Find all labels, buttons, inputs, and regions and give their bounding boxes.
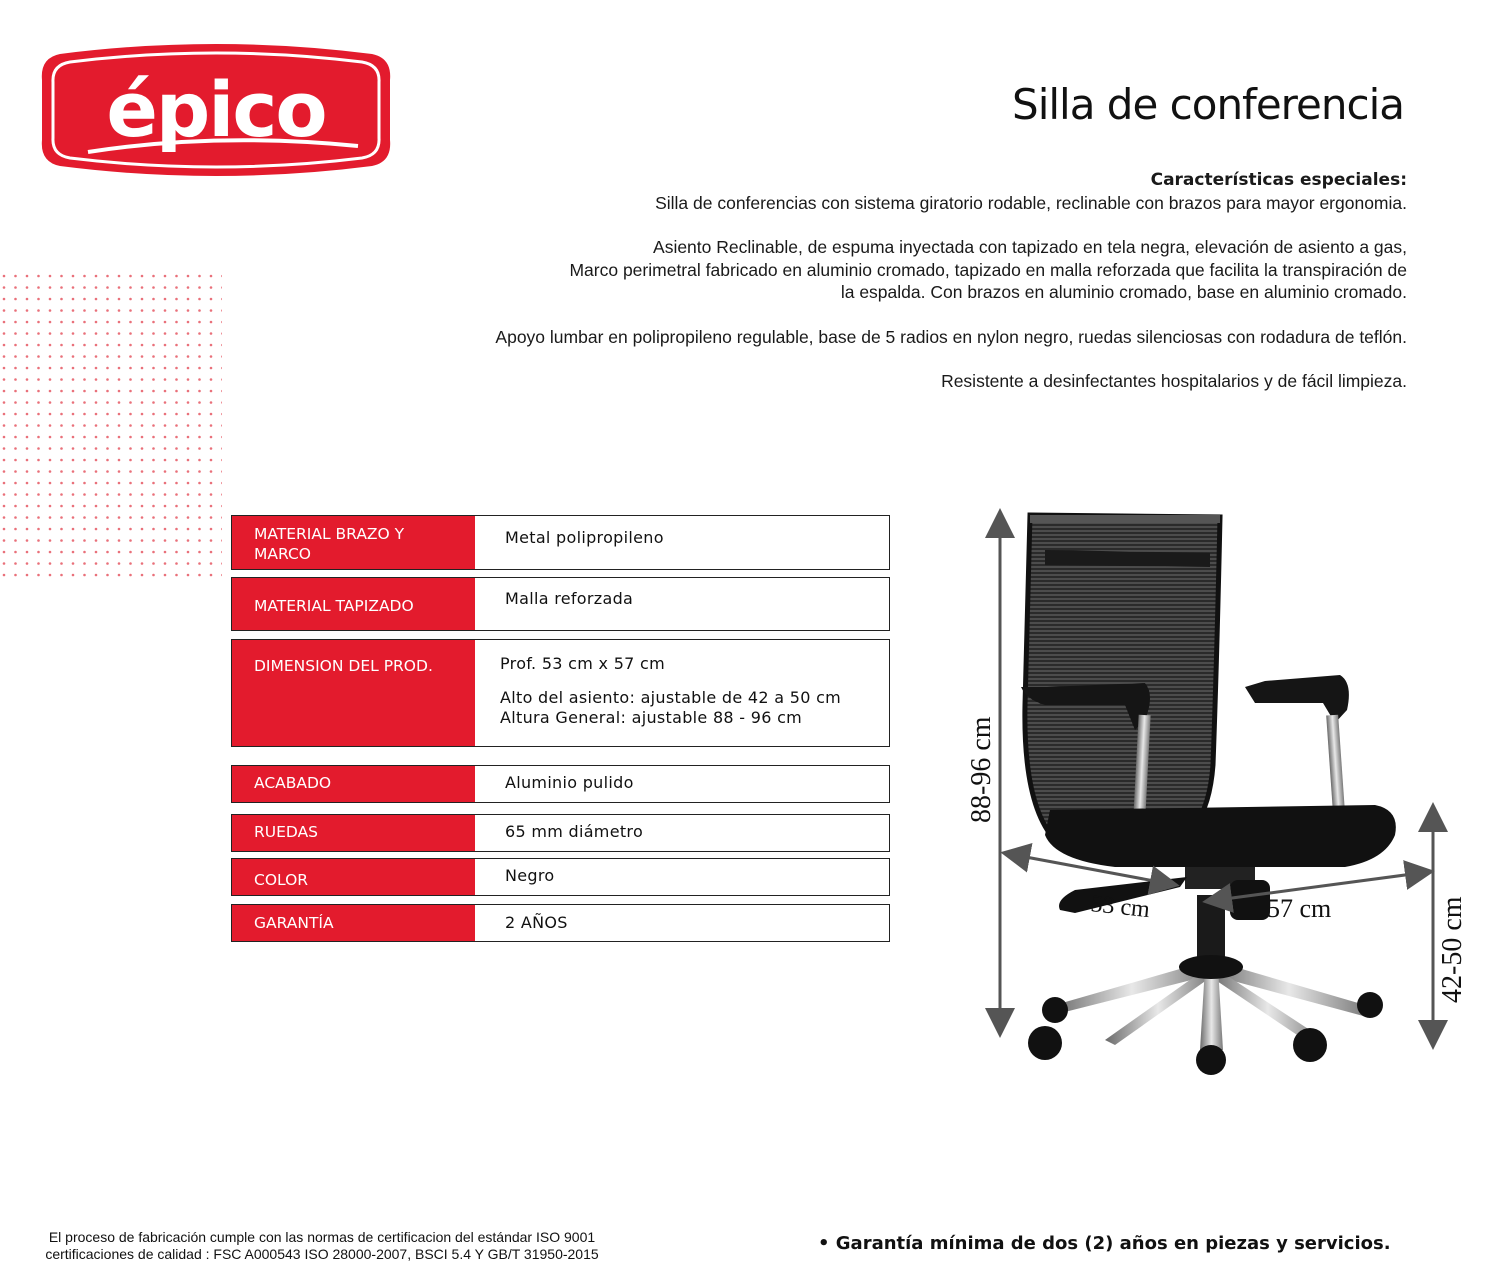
width-label: 57 cm <box>1267 894 1332 923</box>
spec-value-overall-height: Altura General: ajustable 88 - 96 cm <box>500 708 803 727</box>
chair-figure <box>955 505 1475 1090</box>
height-label: 88-96 cm <box>966 716 997 823</box>
certification-line1: El proceso de fabricación cumple con las normas de certificacion del estándar ISO 9001 <box>48 1229 596 1245</box>
chair-backrest <box>1025 515 1220 840</box>
chair-seat <box>1045 805 1396 867</box>
description-p4: Resistente a desinfectantes hospitalarios y de fácil limpieza. <box>941 371 1407 391</box>
spec-value: 2 AÑOS <box>505 913 568 932</box>
spec-row-dimension <box>231 639 890 747</box>
spec-label: RUEDAS <box>232 815 475 851</box>
spec-value: Metal polipropileno <box>505 528 664 547</box>
spec-value: Prof. 53 cm x 57 cm <box>500 654 666 673</box>
description-subheading: Características especiales: <box>1150 170 1407 190</box>
chair-base <box>1028 955 1383 1075</box>
certification-line2: certificaciones de calidad : FSC A000543 ISO 28000-2007, BSCI 5.4 Y GB/T 31950-2015 <box>45 1246 599 1262</box>
spec-label: ACABADO <box>232 766 475 802</box>
description-p2-line1: Asiento Reclinable, de espuma inyectada con tapizado en tela negra, elevación de asiento a gas, <box>653 237 1407 257</box>
certification-note <box>22 1229 622 1263</box>
logo-text: épico <box>106 65 326 154</box>
spec-value: Malla reforzada <box>505 589 634 608</box>
chair-gas-cylinder <box>1197 895 1225 965</box>
seat-height-label: 42-50 cm <box>1437 896 1468 1003</box>
spec-label: DIMENSION DEL PROD. <box>232 640 475 746</box>
spec-value: Negro <box>505 866 555 885</box>
description <box>307 168 1407 415</box>
description-p1: Silla de conferencias con sistema giratorio rodable, reclinable con brazos para mayor ergonomia. <box>655 192 1407 213</box>
warranty-note: • Garantía mínima de dos (2) años en piezas y servicios. <box>818 1233 1391 1254</box>
spec-label: MATERIAL BRAZO Y MARCO <box>232 516 475 569</box>
spec-label: COLOR <box>232 859 475 895</box>
spec-row-material-brazo <box>231 515 890 570</box>
spec-value-seat-height: Alto del asiento: ajustable de 42 a 50 cm <box>500 688 842 707</box>
spec-row-material-tapizado <box>231 577 890 631</box>
description-p2-line3: la espalda. Con brazos en aluminio cromado, base en aluminio cromado. <box>840 282 1407 302</box>
depth-label: 53 cm <box>1089 891 1152 924</box>
spec-label: GARANTÍA <box>232 905 475 941</box>
description-p2-line2: Marco perimetral fabricado en aluminio cromado, tapizado en malla reforzada que facilita la transpiración de <box>569 259 1407 280</box>
spec-value: 65 mm diámetro <box>505 822 644 841</box>
spec-row-ruedas <box>231 814 890 852</box>
spec-row-acabado <box>231 765 890 803</box>
epico-logo <box>40 40 392 180</box>
spec-row-garantia <box>231 904 890 942</box>
dot-pattern <box>0 272 222 582</box>
description-p3: Apoyo lumbar en polipropileno regulable, base de 5 radios en nylon negro, ruedas silenciosas con rodadura de teflón. <box>495 326 1407 347</box>
page-title: Silla de conferencia <box>1012 80 1404 129</box>
spec-value: Aluminio pulido <box>505 773 634 792</box>
spec-label: MATERIAL TAPIZADO <box>232 578 475 630</box>
spec-row-color <box>231 858 890 896</box>
